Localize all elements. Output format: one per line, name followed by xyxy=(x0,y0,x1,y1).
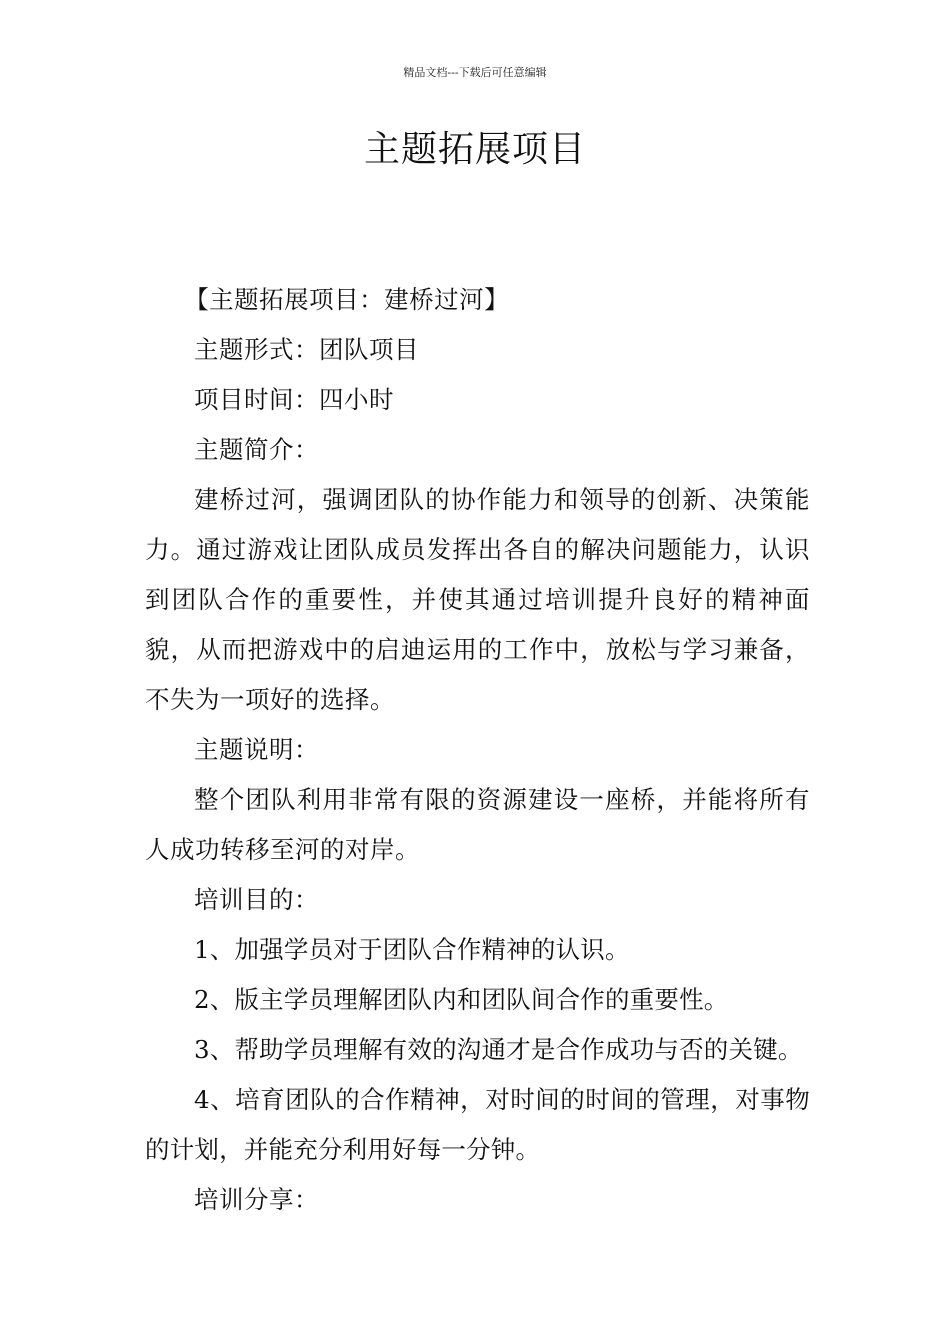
description-paragraph: 整个团队利用非常有限的资源建设一座桥，并能将所有人成功转移至河的对岸。 xyxy=(145,785,810,864)
project-name-line: 【主题拓展项目：建桥过河】 xyxy=(184,285,510,314)
training-sharing-heading: 培训分享： xyxy=(194,1185,319,1214)
training-goal-item: 3、帮助学员理解有效的沟通才是合作成功与否的关键。 xyxy=(194,1035,803,1064)
intro-paragraph: 建桥过河，强调团队的协作能力和领导的创新、决策能力。通过游戏让团队成员发挥出各自的解决问题能力，认识到团队合作的重要性，并使其通过培训提升良好的精神面貌，从而把游戏中的启迪运用的工作中，放松与学习兼备，不失为一项好的选择。 xyxy=(145,485,810,714)
training-goals-heading: 培训目的： xyxy=(194,885,319,914)
description-heading: 主题说明： xyxy=(194,735,319,764)
page-header-note: 精品文档---下载后可任意编辑 xyxy=(403,66,547,79)
document-title: 主题拓展项目 xyxy=(363,129,586,170)
document-body xyxy=(145,275,810,1225)
intro-heading: 主题简介： xyxy=(194,435,319,464)
training-goal-item: 1、加强学员对于团队合作精神的认识。 xyxy=(194,935,630,964)
project-duration-line: 项目时间：四小时 xyxy=(194,385,394,414)
project-format-line: 主题形式：团队项目 xyxy=(194,335,419,364)
training-goal-item: 4、培育团队的合作精神，对时间的时间的管理，对事物的计划，并能充分利用好每一分钟。 xyxy=(145,1085,810,1164)
training-goal-item: 2、版主学员理解团队内和团队间合作的重要性。 xyxy=(194,985,729,1014)
